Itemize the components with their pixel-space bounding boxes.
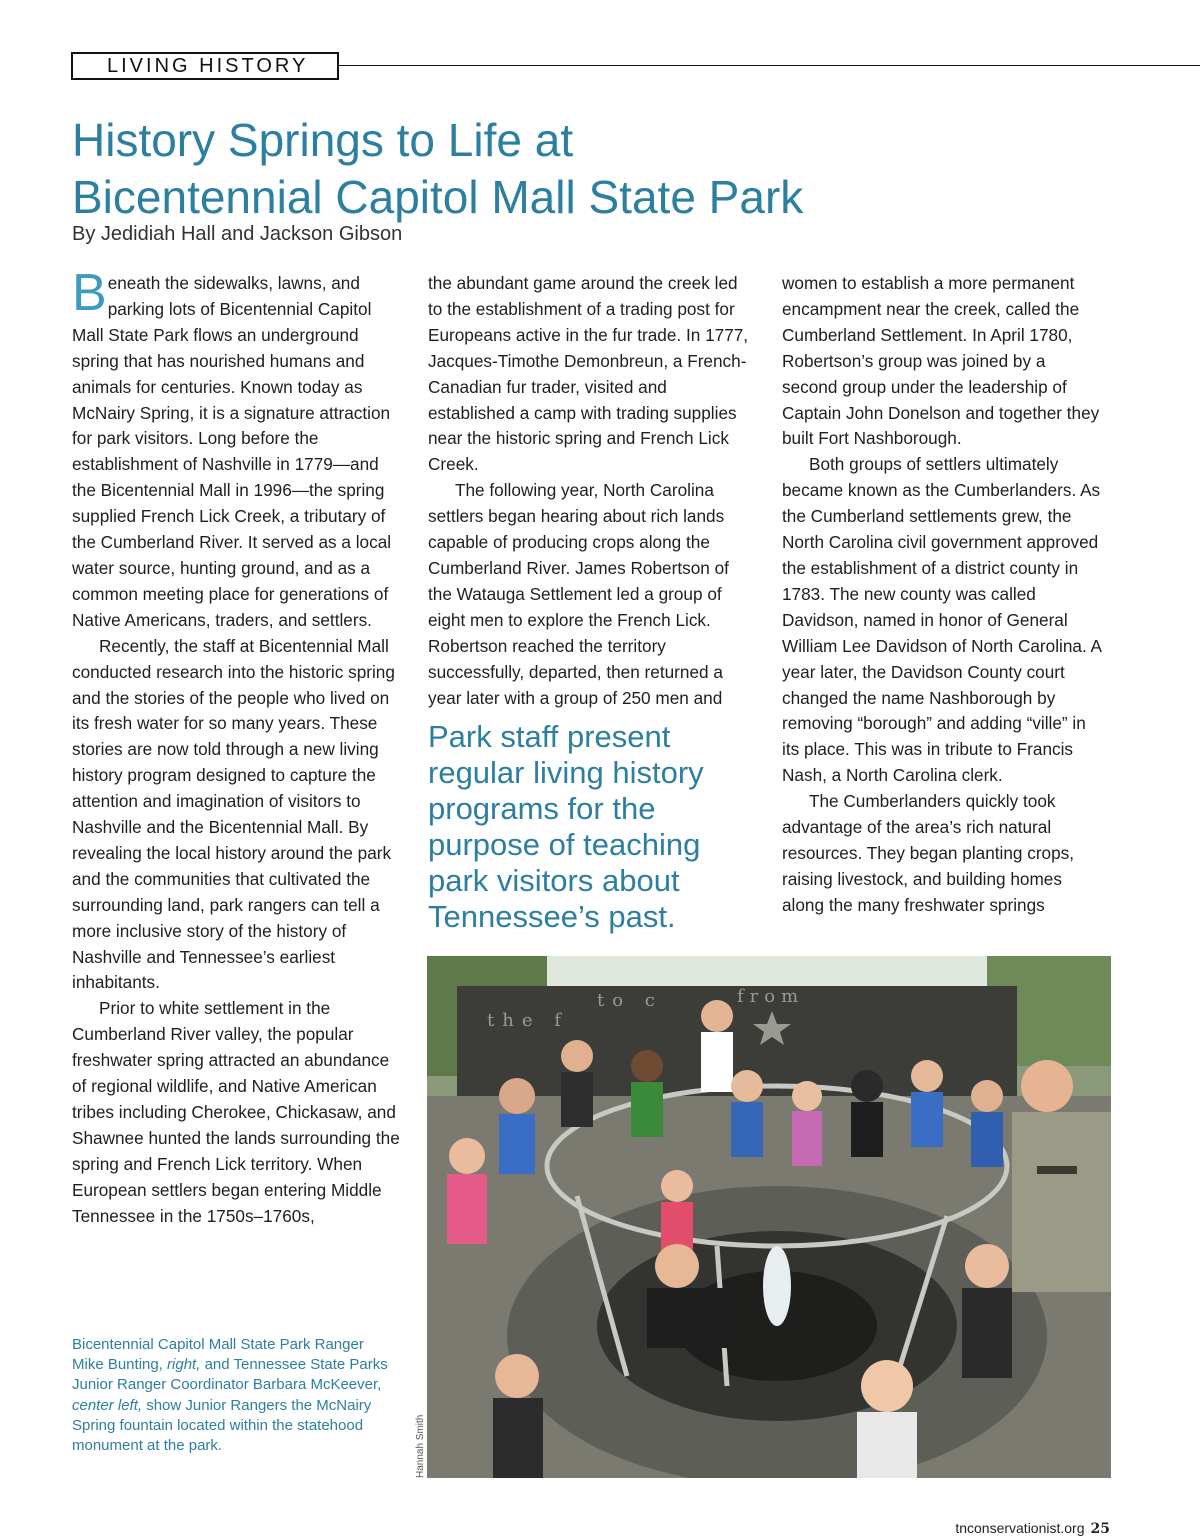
- caption-text: Bicentennial Capitol Mall State Park Ranger Mike Bunting,: [72, 1336, 364, 1374]
- pull-quote: Park staff present regular living history programs for the purpose of teaching park visitors about Tennessee’s past.: [428, 719, 704, 934]
- title-line-1: History Springs to Life at: [72, 114, 574, 166]
- title-line-2: Bicentennial Capitol Mall State Park: [72, 171, 804, 223]
- article-column-2: [428, 271, 750, 711]
- article-column-3: [782, 271, 1104, 919]
- footer-site: tnconservationist.org: [955, 1520, 1085, 1536]
- paragraph: The following year, North Carolina settlers began hearing about rich lands capable of producing crops along the Cumberland River. James Robertson of the Watauga Settlement led a group of eight men to explore the French Lick. Robertson reached the territory successfully, departed, then returned a year later with a group of 250 men and: [428, 480, 729, 708]
- photo-credit: Hannah Smith: [415, 1414, 426, 1478]
- paragraph: [72, 264, 406, 634]
- caption-emphasis: right,: [167, 1356, 201, 1374]
- byline: By Jedidiah Hall and Jackson Gibson: [72, 223, 403, 245]
- photo-caption: [72, 1335, 392, 1456]
- article-title: [72, 112, 1072, 226]
- monument-text: the f: [487, 1010, 569, 1031]
- caption-text: and Tennessee State Parks Junior Ranger Coordinator Barbara McKeever,: [72, 1356, 388, 1394]
- paragraph: Both groups of settlers ultimately became known as the Cumberlanders. As the Cumberland settlements grew, the North Carolina civil government approved the establishment of a district county in 1783. The new county was called Davidson, named in honor of General William Lee Davidson of North Carolina. A year later, the Davidson County court changed the name Nashborough by removing “borough” and adding “ville” in its place. This was in tribute to Francis Nash, a North Carolina clerk.: [782, 454, 1102, 786]
- paragraph: Prior to white settlement in the Cumberland River valley, the popular freshwater spring attracted an abundance of regional wildlife, and Native American tribes including Cherokee, Chickasaw, and Shawnee hunted the lands surrounding the spring and French Lick territory. When European settlers began entering Middle Tennessee in the 1750s–1760s,: [72, 998, 400, 1226]
- caption-emphasis: center left,: [72, 1396, 143, 1414]
- monument-text: from: [737, 986, 805, 1007]
- page-footer: [955, 1520, 1110, 1537]
- paragraph: the abundant game around the creek led to the establishment of a trading post for Europeans active in the fur trade. In 1777, Jacques-Timothe Demonbreun, a French-Canadian fur trader, visited and established a camp with trading supplies near the historic spring and French Lick Creek.: [428, 273, 749, 475]
- page-number: 25: [1090, 1521, 1110, 1537]
- paragraph-text: eneath the sidewalks, lawns, and parking lots of Bicentennial Capitol Mall State Park flows an underground spring that has nourished humans and animals for centuries. Known today as McNairy Spring, it is a signature attraction for park visitors. Long before the establishment of Nashville in 1779—and the Bicentennial Mall in 1996—the spring supplied French Lick Creek, a tributary of the Cumberland River. It served as a local water source, hunting ground, and as a common meeting place for generations of Native Americans, traders, and settlers.: [72, 273, 392, 630]
- photo-illustration: [427, 956, 1111, 1478]
- monument-text: to c: [597, 990, 663, 1011]
- article-column-1: [72, 264, 406, 1230]
- header-rule: [339, 65, 1200, 66]
- paragraph: The Cumberlanders quickly took advantage of the area’s rich natural resources. They began planting crops, raising livestock, and building homes along the many freshwater springs: [782, 791, 1075, 915]
- section-label: LIVING HISTORY: [71, 52, 339, 80]
- article-photo: [427, 956, 1111, 1478]
- drop-cap: B: [72, 264, 107, 322]
- paragraph: women to establish a more permanent encampment near the creek, called the Cumberland Settlement. In April 1780, Robertson’s group was joined by a second group under the leadership of Captain John Donelson and together they built Fort Nashborough.: [782, 273, 1100, 449]
- paragraph: Recently, the staff at Bicentennial Mall conducted research into the historic spring and the stories of the people who lived on its fresh water for so many years. These stories are now told through a new living history program designed to capture the attention and imagination of visitors to Nashville and the Bicentennial Mall. By revealing the local history around the park and the communities that cultivated the surrounding land, park rangers can tell a more inclusive story of the history of Nashville and Tennessee’s earliest inhabitants.: [72, 635, 395, 993]
- caption-text: show Junior Rangers the McNairy Spring fountain located within the statehood monument at the park.: [72, 1396, 372, 1455]
